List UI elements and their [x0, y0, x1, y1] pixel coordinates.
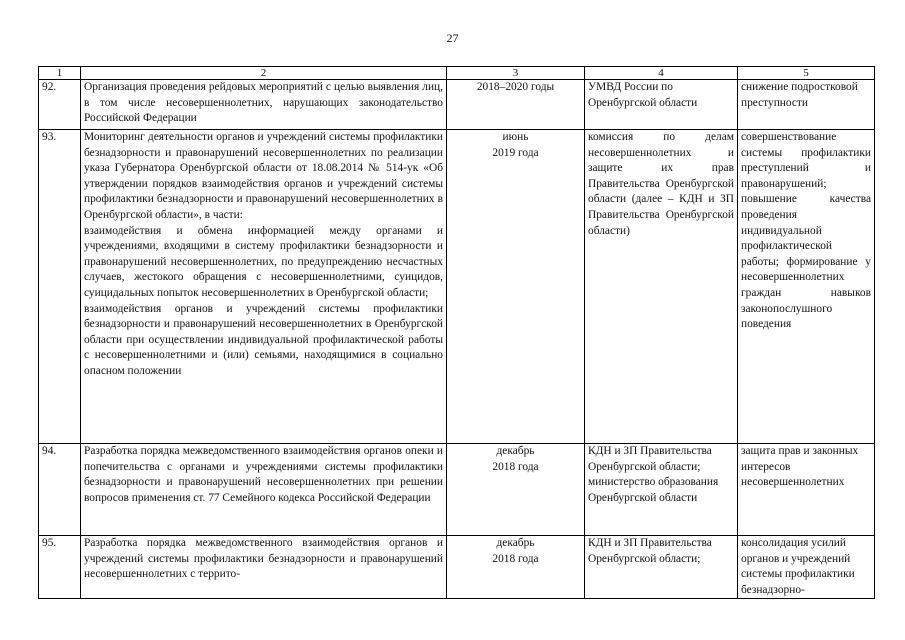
responsible-executor: комиссия по делам несовершеннолетних и защите их прав Правительства Оренбургской области (далее – КДН и ЗП Правительства Оренбургской области)	[585, 130, 738, 444]
table-header-row	[39, 67, 875, 80]
responsible-executor: УМВД России по Оренбургской области	[585, 80, 738, 130]
responsible-executor: КДН и ЗП Правительства Оренбургской области;	[585, 536, 738, 599]
deadline: 2018–2020 годы	[447, 80, 585, 130]
description-paragraph: взаимодействия органов и учреждений системы профилактики безнадзорности и правонарушений несовершеннолетних в Оренбургской области при осуществлении индивидуальной профилактической работы с несовершеннолетними и (или) семьями, находящимися в социально опасном положении	[84, 302, 443, 377]
row-number: 92.	[39, 80, 81, 130]
expected-result: консолидация усилий органов и учреждений системы профилактики безнадзорно-	[738, 536, 875, 599]
measure-description	[81, 130, 447, 444]
measure-description	[81, 444, 447, 536]
description-paragraph: Мониторинг деятельности органов и учреждений системы профилактики безнадзорности и правонарушений несовершеннолетних по реализации указа Губернатора Оренбургской области от 18.08.2014 № 514-ук «Об утверждении порядков взаимодействия органов и учреждений системы профилактики безнадзорности и правонарушений несовершеннолетних в Оренбургской области», в части:	[84, 131, 443, 221]
deadline: декабрь 2018 года	[447, 536, 585, 599]
deadline: декабрь 2018 года	[447, 444, 585, 536]
column-header: 2	[81, 67, 447, 80]
column-header: 1	[39, 67, 81, 80]
expected-result: снижение подростковой преступности	[738, 80, 875, 130]
row-number: 93.	[39, 130, 81, 444]
deadline: июнь 2019 года	[447, 130, 585, 444]
row-number: 94.	[39, 444, 81, 536]
column-header: 5	[738, 67, 875, 80]
responsible-executor: КДН и ЗП Правительства Оренбургской области; министерство образования Оренбургской области	[585, 444, 738, 536]
row-number: 95.	[39, 536, 81, 599]
table-row	[39, 444, 875, 536]
description-paragraph: Разработка порядка межведомственного взаимодействия органов и учреждений системы профилактики безнадзорности и правонарушений несовершеннолетних с террито-	[84, 537, 443, 581]
measures-table	[38, 66, 875, 599]
expected-result: защита прав и законных интересов несовершеннолетних	[738, 444, 875, 536]
description-paragraph: Разработка порядка межведомственного взаимодействия органов опеки и попечительства с органами и учреждениями системы профилактики безнадзорности и правонарушений несовершеннолетних при решении вопросов применения ст. 77 Семейного кодекса Российской Федерации	[84, 445, 443, 504]
table-row	[39, 130, 875, 444]
description-paragraph: Организация проведения рейдовых мероприятий с целью выявления лиц, в том числе несовершеннолетних, нарушающих законодательство Российской Федерации	[84, 81, 443, 125]
measure-description	[81, 80, 447, 130]
page-number: 27	[446, 31, 459, 45]
column-header: 4	[585, 67, 738, 80]
expected-result: совершенствование системы профилактики преступлений и правонарушений; повышение качества проведения индивидуальной профилактической работы; формирование у несовершеннолетних граждан навыков законопослушного поведения	[738, 130, 875, 444]
description-paragraph: взаимодействия и обмена информацией между органами и учреждениями, входящими в систему профилактики безнадзорности и правонарушений несовершеннолетних, по предупреждению несчастных случаев, жестокого обращения с несовершеннолетними, суицидов, суицидальных попыток несовершеннолетних в Оренбургской области;	[84, 224, 443, 299]
table-row	[39, 536, 875, 599]
table-row	[39, 80, 875, 130]
column-header: 3	[447, 67, 585, 80]
measure-description	[81, 536, 447, 599]
